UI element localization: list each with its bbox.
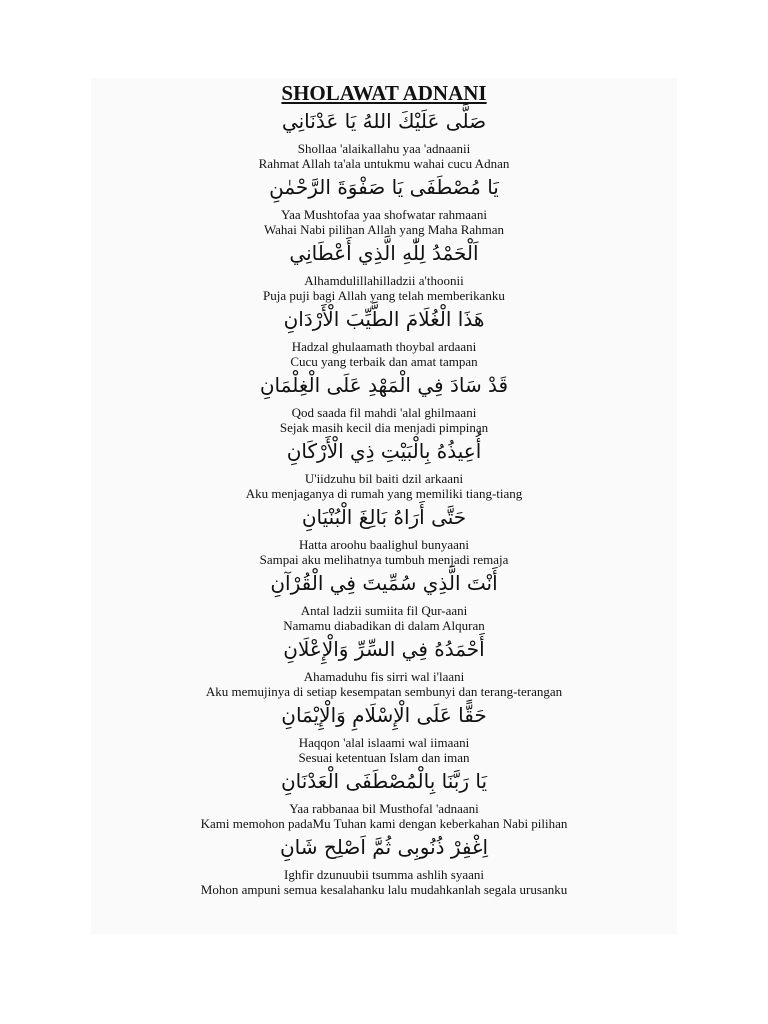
translation-line: Cucu yang terbaik dan amat tampan [290,354,478,369]
translation-line: Aku menjaganya di rumah yang memiliki tiang-tiang [245,486,523,501]
translation-line: Sesuai ketentuan Islam dan iman [298,750,470,765]
arabic-line: اَلْحَمْدُ لِلّٰهِ الَّذِي أَعْطَانِي [289,241,479,265]
arabic-line: يَا رَبَّنَا بِالْمُصْطَفَى الْعَدْنَانِ [280,769,488,793]
transliteration-line: Yaa Mushtofaa yaa shofwatar rahmaani [281,207,487,222]
arabic-line: هَذَا الْغُلَامَ الطَّيِّبَ الْأَرْدَانِ [283,307,485,331]
verse-block [91,699,677,765]
transliteration-line: Haqqon 'alal islaami wal iimaani [298,735,470,750]
transliteration-line: Qod saada fil mahdi 'alal ghilmaani [291,405,477,420]
translation-line: Namamu diabadikan di dalam Alquran [283,618,485,633]
arabic-line: أَنْتَ الَّذِي سُمِّيتَ فِي الْقُرْآنِ [270,571,498,595]
transliteration-line: Shollaa 'alaikallahu yaa 'adnaanii [297,141,471,156]
translation-line: Puja puji bagi Allah yang telah memberikanku [263,288,505,303]
verse-block [91,567,677,633]
verse-block [91,303,677,369]
translation-line: Aku memujinya di setiap kesempatan sembunyi dan terang-terangan [205,684,563,699]
transliteration-line: Alhamdulillahilladzii a'thoonii [304,273,464,288]
verse-block [91,501,677,567]
arabic-line: يَا مُصْطَفَى يَا صَفْوَةَ الرَّحْمٰنِ [269,175,499,199]
transliteration-line: Hadzal ghulaamath thoybal ardaani [291,339,477,354]
verse-block [91,105,677,171]
document-title: SHOLAWAT ADNANI [281,81,487,105]
translation-line: Wahai Nabi pilihan Allah yang Maha Rahman [263,222,505,237]
arabic-line: أَحْمَدُهُ فِي السِّرِّ وَالْإِعْلَانِ [283,637,485,661]
document-page [91,78,677,934]
transliteration-line: Yaa rabbanaa bil Musthofal 'adnaani [289,801,479,816]
transliteration-line: Ahamaduhu fis sirri wal i'laani [303,669,465,684]
transliteration-line: Antal ladzii sumiita fil Qur-aani [300,603,468,618]
verse-block [91,171,677,237]
translation-line: Rahmat Allah ta'ala untukmu wahai cucu Adnan [258,156,510,171]
verse-block [91,765,677,831]
arabic-line: حَتَّى أَرَاهُ بَالِغَ الْبُنْيَانِ [301,505,467,529]
translation-line: Mohon ampuni semua kesalahanku lalu mudahkanlah segala urusanku [200,882,568,897]
arabic-line: قَدْ سَادَ فِي الْمَهْدِ عَلَى الْغِلْمَانِ [259,373,509,397]
verse-block [91,633,677,699]
translation-line: Sampai aku melihatnya tumbuh menjadi remaja [259,552,509,567]
transliteration-line: Hatta aroohu baalighul bunyaani [298,537,470,552]
arabic-line: صَلَّى عَلَيْكَ اللهُ يَا عَدْنَانِي [281,109,487,133]
verse-block [91,435,677,501]
transliteration-line: U'iidzuhu bil baiti dzil arkaani [304,471,464,486]
verse-block [91,369,677,435]
arabic-line: أُعِيذُهُ بِالْبَيْتِ ذِي الْأَرْكَانِ [286,439,482,463]
arabic-line: حَقًّا عَلَى الْإِسْلَامِ وَالْإِيْمَانِ [281,703,487,727]
transliteration-line: Ighfir dzunuubii tsumma ashlih syaani [283,867,485,882]
arabic-line: اِغْفِرْ ذُنُوبِى ثُمَّ اَصْلِح شَانِ [279,835,489,859]
translation-line: Kami memohon padaMu Tuhan kami dengan keberkahan Nabi pilihan [200,816,568,831]
verse-block [91,237,677,303]
verse-block [91,831,677,897]
translation-line: Sejak masih kecil dia menjadi pimpinan [279,420,489,435]
